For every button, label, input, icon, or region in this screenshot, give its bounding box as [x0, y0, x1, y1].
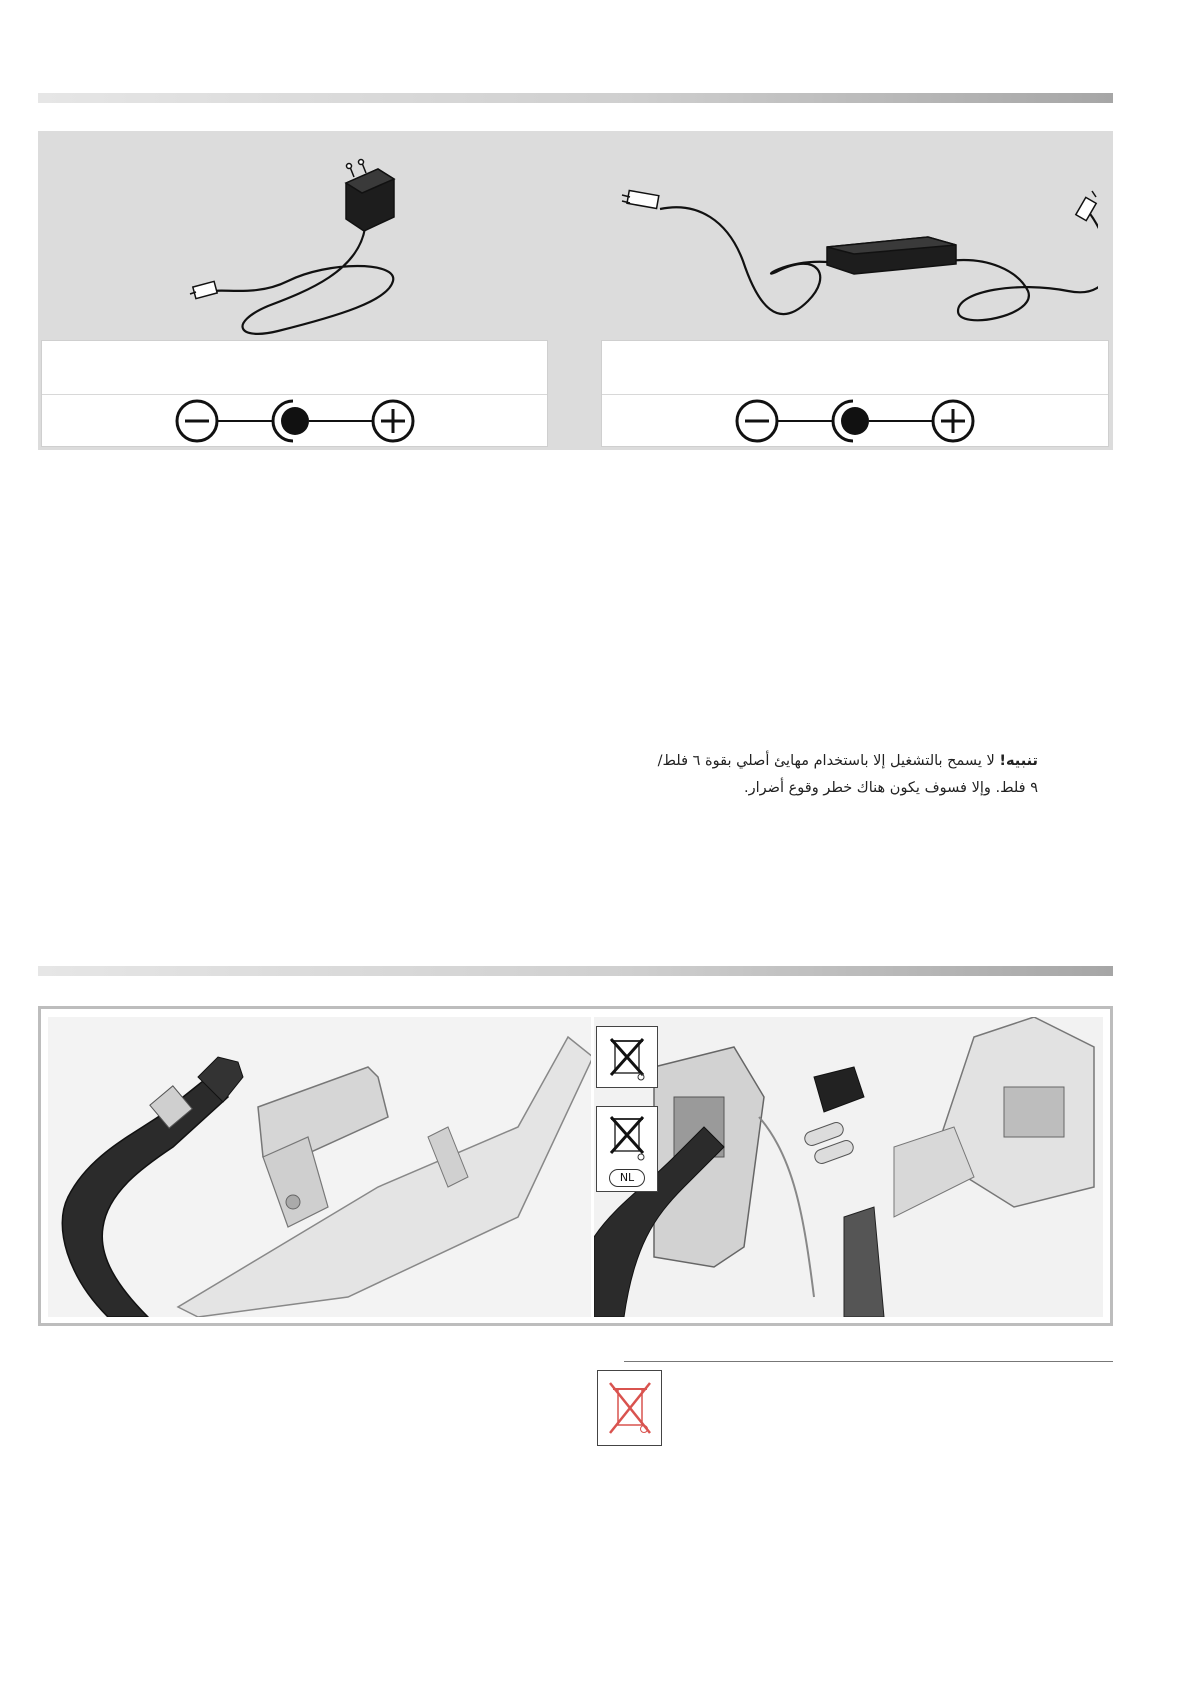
- polarity-box-left: [41, 340, 548, 447]
- center-pin-icon: [273, 401, 309, 441]
- warning-text-2: ٩ فلط. وإلا فسوف يكون هناك خطر وقوع أضرار.: [744, 780, 1038, 796]
- weee-disposal-badge: [597, 1370, 662, 1446]
- polarity-box-right: [601, 340, 1109, 447]
- desktop-brick-adapter-illustration: [618, 131, 1098, 340]
- battery-replacement-panel: [38, 1006, 1113, 1326]
- plus-symbol-icon: [373, 401, 413, 441]
- section-rule: [624, 1361, 1113, 1362]
- plus-symbol-icon: [933, 401, 973, 441]
- wall-plug-adapter-illustration: [188, 131, 448, 340]
- section-divider-bar-top: [38, 93, 1113, 103]
- warning-line-1: [560, 748, 1038, 775]
- crossed-bin-icon: [597, 1027, 657, 1087]
- section-divider-bar-bottom: [38, 966, 1113, 976]
- adapter-warning-text: [560, 748, 1038, 802]
- nl-label: NL: [609, 1169, 645, 1187]
- console-photo-left: [48, 1017, 591, 1317]
- battery-compartment-photo-right: [594, 1017, 1103, 1317]
- polarity-box-right-header: [602, 341, 1108, 395]
- polarity-box-left-header: [42, 341, 547, 395]
- polarity-diagram-right: [735, 395, 975, 447]
- power-adapter-panel: [38, 131, 1113, 450]
- crossed-bin-badge: [596, 1026, 658, 1088]
- warning-label: تنبيه!: [999, 753, 1038, 769]
- polarity-diagram-left: [175, 395, 415, 447]
- minus-symbol-icon: [177, 401, 217, 441]
- crossed-bin-nl-badge: [596, 1106, 658, 1192]
- red-crossed-bin-icon: [598, 1371, 661, 1445]
- minus-symbol-icon: [737, 401, 777, 441]
- center-pin-icon: [833, 401, 869, 441]
- crossed-bin-icon: [597, 1107, 657, 1169]
- warning-text-1: لا يسمح بالتشغيل إلا باستخدام مهايئ أصلي بقوة ٦ فلط/: [657, 753, 995, 769]
